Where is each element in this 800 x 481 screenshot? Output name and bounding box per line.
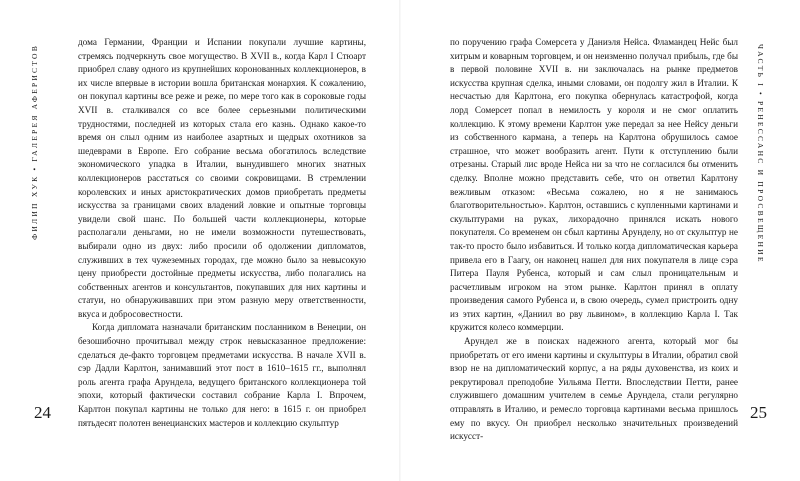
right-page xyxy=(400,0,800,481)
right-paragraph-1: по поручению графа Сомерсета у Даниэля Нейса. Фламандец Нейс был хитрым и коварным торговцем, и он неизменно получал прибыль, где бы в первой половине XVII в. ни заключалась на рынке предметов искусства крупная сделка, иными словами, он подолгу жил в Италии. К несчастью для Карлтона, его покупка обернулась катастрофой, когда лорд Сомерсет попал в немилость у короля и не смог оплатить коллекцию. К этому времени Карлтон уже передал за нее Нейсу деньги из собственного кармана, а теперь на Карлтона обрушилось самое страшное, что может вообразить агент. Пути к отступлению были отрезаны. Старый лис вроде Нейса ни за что не согласился бы отменить сделку. Вполне можно представить себе, что он ответил Карлтону вежливым отказом: «Весьма сожалею, но я не занимаюсь благотворительностью». Карлтон, оставшись с купленными картинами и скульптурами на руках, лихорадочно принялся искать нового покупателя. Со временем он сбыл картины Арунделу, но от скульптур не так-то просто было избавиться. И только когда дипломатическая карьера привела его в Гаагу, он наконец нашел для них покупателя в лице сэра Питера Пауля Рубенса, который и сам слыл проницательным и расчетливым игроком на этом рынке. Карлтон принял в оплату произведения самого Рубенса и, в свою очередь, сумел пристроить одну из этих картин, «Даниил во рву львином», в коллекцию Карла I. Так кружится колесо коммерции. xyxy=(450,37,738,333)
left-page-number: 24 xyxy=(34,403,51,422)
left-paragraph-1: дома Германии, Франции и Испании покупали лучшие картины, стремясь подчеркнуть свое могущество. В XVII в., когда Карл I Стюарт приобрел славу одного из крупнейших коронованных коллекционеров, в их числе впервые в истории вошла британская монархия. К сожалению, он покупал картины все реже и реже, по мере того как в сороковые годы XVII в. сталкивался со все более серьезными политическими трудностями, последней из которых стала его казнь. Однако какое-то время он слыл одним из наиболее азартных и щедрых охотников за шедеврами в Европе. Его собрание весьма обогатилось вследствие экономического упадка в Италии, вынудившего многих знатных коллекционеров расстаться со своими сокровищами. В стремлении королевских и иных аристократических домов приобретать предметы искусства за границами своих владений ловкие и опытные торговцы увидели свой шанс. По большей части коллекционеры, которые располагали деньгами, но не имели возможности путешествовать, выбирали одно из двух: либо просили об одолжении дипломатов, служивших в тех чужеземных городах, где можно было за невысокую цену приобрести достойные предметы искусства, либо полагались на собственных агентов и консультантов, покупавших для них картины и статуи, но обнаруживавших при этом разную меру ответственности, вкуса и добросовестности. xyxy=(78,37,366,319)
left-paragraph-2: Когда дипломата назначали британским посланником в Венеции, он безошибочно прочитывал между строк невысказанное предложение: сделаться де-факто торговцем предметами искусства. В начале XVII в. сэр Дадли Карлтон, занимавший этот пост в 1610–1615 гг., выполнял роль агента графа Арундела, ведущего британского коллекционера той эпохи, который фактически составил собрание Карла I. Впрочем, Карлтон покупал картины не только для него: в 1615 г. он приобрел пятьдесят полотен венецианских мастеров и коллекцию скульптур xyxy=(78,322,366,428)
left-running-head: ФИЛИП ХУК • ГАЛЕРЕЯ АФЕРИСТОВ xyxy=(30,44,39,240)
right-running-head: ЧАСТЬ I • РЕНЕССАНС И ПРОСВЕЩЕНИЕ xyxy=(756,44,765,264)
right-paragraph-2: Арундел же в поисках надежного агента, который мог бы приобретать от его имени картины и скульптуры в Италии, обратил свой взор не на дипломатический корпус, а на ряды духовенства, из коих и рекрутировал преподобие Уильяма Петти. Впоследствии Петти, ранее служившего домашним учителем в семье Арундела, стали регулярно отправлять в Италию, и ремесло торговца картинами весьма пришлось ему по вкусу. Он приобрел несколько значительных произведений искусст- xyxy=(450,336,738,442)
right-page-number: 25 xyxy=(750,403,767,422)
left-text-block xyxy=(78,36,366,430)
right-text-block xyxy=(450,36,738,444)
